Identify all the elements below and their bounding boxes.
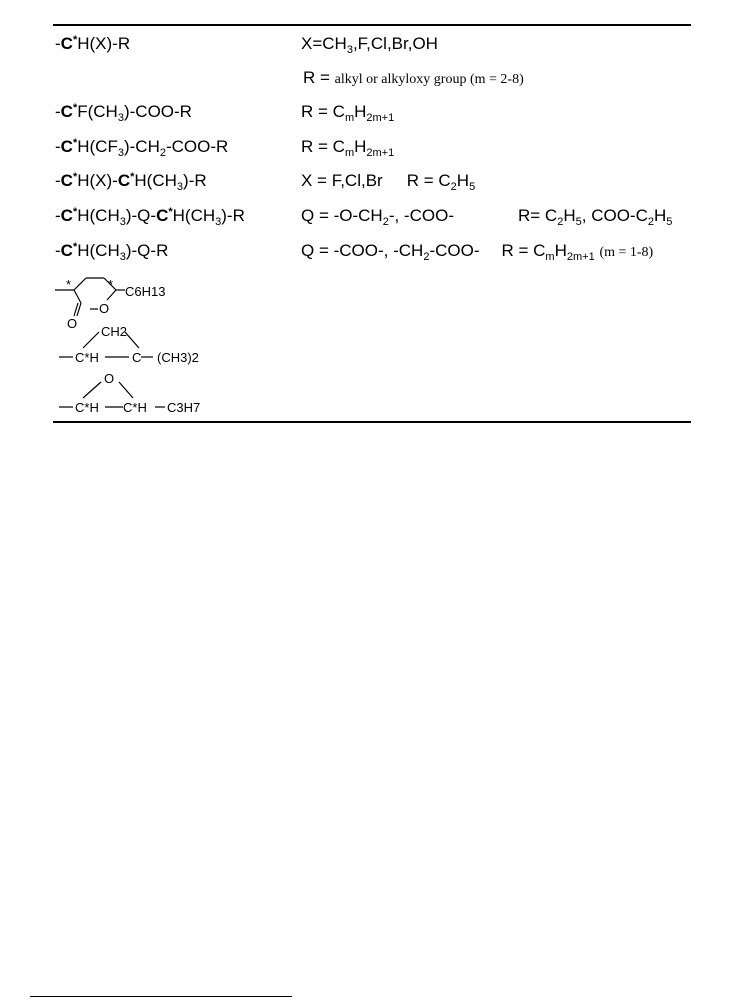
lactone-star-2: *	[108, 277, 114, 292]
table-row-3-formula: $-C^*F(CH_3)-COO-R$	[55, 102, 192, 124]
epoxide-cstar-2: C*H	[123, 400, 147, 415]
cyclopropane-cstar: C*H	[75, 350, 99, 365]
table-row-6-description-q: $Q = -O-CH_2-$, -COO-	[301, 206, 454, 228]
footnote-rule	[30, 996, 292, 997]
table-row-4-formula: $-C^*H(CF_3)-CH_2-COO-R$	[55, 137, 229, 159]
epoxide-cstar-1: C*H	[75, 400, 99, 415]
epoxide-substituent: C3H7	[167, 400, 201, 415]
lactone-carbonyl-oxygen: O	[67, 316, 78, 330]
lactone-star-1: *	[66, 277, 72, 292]
table-row-6-formula: $-C^*H(CH_3)-Q-C^*H(CH_3)-R$	[55, 206, 245, 228]
lactone-substituent: C6H13	[125, 284, 166, 299]
epoxide-top: O	[104, 371, 115, 386]
epoxide-structure	[55, 370, 235, 416]
table-row-7-description: Q = -COO-, $-CH_2-COO-$ $R = C_mH_{2m+1}$ (m = 1-8)	[301, 241, 654, 263]
table-row-6-description-r: $R= C_2H_5$, COO-$C_2H_5$	[518, 206, 673, 228]
table-top-rule	[53, 24, 691, 26]
lactone-ring-oxygen: O	[99, 301, 110, 316]
table-bottom-rule	[53, 421, 691, 423]
table-row-7-formula: $-C^*H(CH_3)-Q-R$	[55, 241, 169, 263]
table-row-5-description: X = F,Cl,Br $R = C_2H_5$	[301, 171, 476, 193]
table-row-1-description: $X=CH_3,F,Cl,Br,OH$	[301, 34, 438, 56]
table-row-2-description: R = alkyl or alkyloxy group (m = 2-8)	[303, 68, 524, 87]
table-row-3-description: $R = C_mH_{2m+1}$	[301, 102, 395, 124]
table-row-5-formula: $-C^*H(X)-C^*H(CH_3)-R$	[55, 171, 207, 193]
cyclopropane-structure	[55, 322, 235, 368]
cyclopropane-top: CH2	[101, 324, 128, 339]
cyclopropane-substituent: (CH3)2	[157, 350, 199, 365]
table-row-1-formula: -C*H(X)-R	[55, 34, 131, 53]
table-row-4-description: $R = C_mH_{2m+1}$	[301, 137, 395, 159]
cyclopropane-c: C	[132, 350, 142, 365]
